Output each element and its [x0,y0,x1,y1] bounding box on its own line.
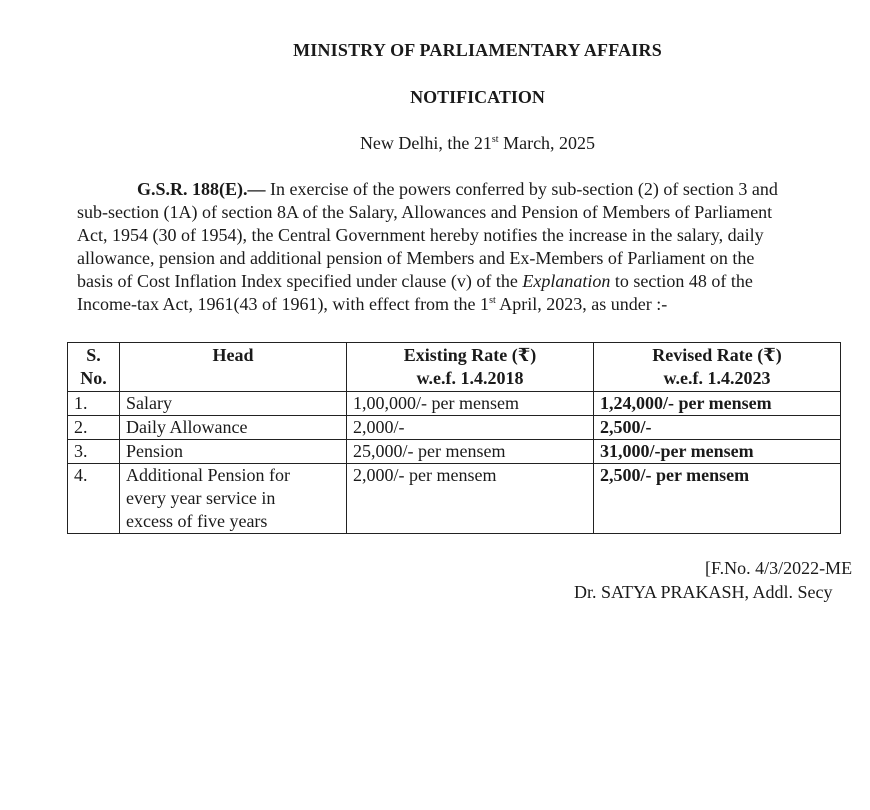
paragraph-line-3: Act, 1954 (30 of 1954), the Central Government hereby notifies the increase in the salary, daily [77,225,764,245]
sno-cell: 1. [68,392,120,416]
notification-heading: NOTIFICATION [410,87,545,107]
paragraph-line-6a: Income-tax Act, 1961(43 of 1961), with effect from the 1 [77,294,490,314]
date-suffix: March, 2025 [498,133,596,153]
col-header-head: Head [120,343,347,392]
rates-table [67,342,841,534]
explanation-term: Explanation [522,271,611,291]
head-cell: Pension [120,440,347,464]
existing-header-line-1: Existing Rate (₹) [403,345,537,365]
paragraph-line-2: sub-section (1A) of section 8A of the Salary, Allowances and Pension of Members of Parliament [77,202,773,222]
sno-cell: 2. [68,416,120,440]
paragraph-line-5a: basis of Cost Inflation Index specified under clause (v) of the [77,271,523,291]
table-header-row [68,343,841,392]
table-row [68,464,841,534]
col-header-revised [594,343,841,392]
paragraph-line-6-sup: st [489,295,496,306]
paragraph-line-1 [77,178,870,201]
paragraph-line-1-text: In exercise of the powers conferred by sub-section (2) of section 3 and [265,179,778,199]
existing-rate-cell: 1,00,000/- per mensem [347,392,594,416]
ministry-title: MINISTRY OF PARLIAMENTARY AFFAIRS [293,40,662,60]
sno-cell: 3. [68,440,120,464]
col-header-sno [68,343,120,392]
revised-header-line-2: w.e.f. 1.4.2023 [663,368,771,388]
paragraph-line-5b: to section 48 of the [610,271,753,291]
sno-cell: 4. [68,464,120,534]
paragraph-line-6b: April, 2023, as under :- [495,294,668,314]
table-row [68,440,841,464]
sno-header-line-2: No. [80,368,107,388]
body-paragraph [77,178,870,316]
head-line: every year service in [126,488,276,508]
date-superscript: st [491,134,499,145]
existing-rate-cell: 2,000/- [347,416,594,440]
existing-header-line-2: w.e.f. 1.4.2018 [416,368,524,388]
table-row [68,392,841,416]
existing-rate-cell: 25,000/- per mensem [347,440,594,464]
head-line: excess of five years [126,511,268,531]
revised-header-line-1: Revised Rate (₹) [652,345,782,365]
existing-rate-cell: 2,000/- per mensem [347,464,594,534]
head-cell: Salary [120,392,347,416]
paragraph-line-5 [77,270,870,293]
revised-rate-cell: 2,500/- per mensem [594,464,841,534]
date-prefix: New Delhi, the 21 [359,133,492,153]
head-line: Additional Pension for [126,465,290,485]
sno-header-line-1: S. [86,345,101,365]
col-header-existing [347,343,594,392]
paragraph-line-6 [77,293,870,316]
date-line [0,133,870,154]
signatory: Dr. SATYA PRAKASH, Addl. Secy [574,582,833,602]
head-cell [120,464,347,534]
revised-rate-cell: 31,000/-per mensem [594,440,841,464]
revised-rate-cell: 2,500/- [594,416,841,440]
revised-rate-cell: 1,24,000/- per mensem [594,392,841,416]
paragraph-line-4: allowance, pension and additional pension of Members and Ex-Members of Parliament on the [77,248,755,268]
table-row [68,416,841,440]
head-cell: Daily Allowance [120,416,347,440]
file-number: [F.No. 4/3/2022-ME [705,558,853,578]
gsr-number: G.S.R. 188(E).— [137,179,266,199]
